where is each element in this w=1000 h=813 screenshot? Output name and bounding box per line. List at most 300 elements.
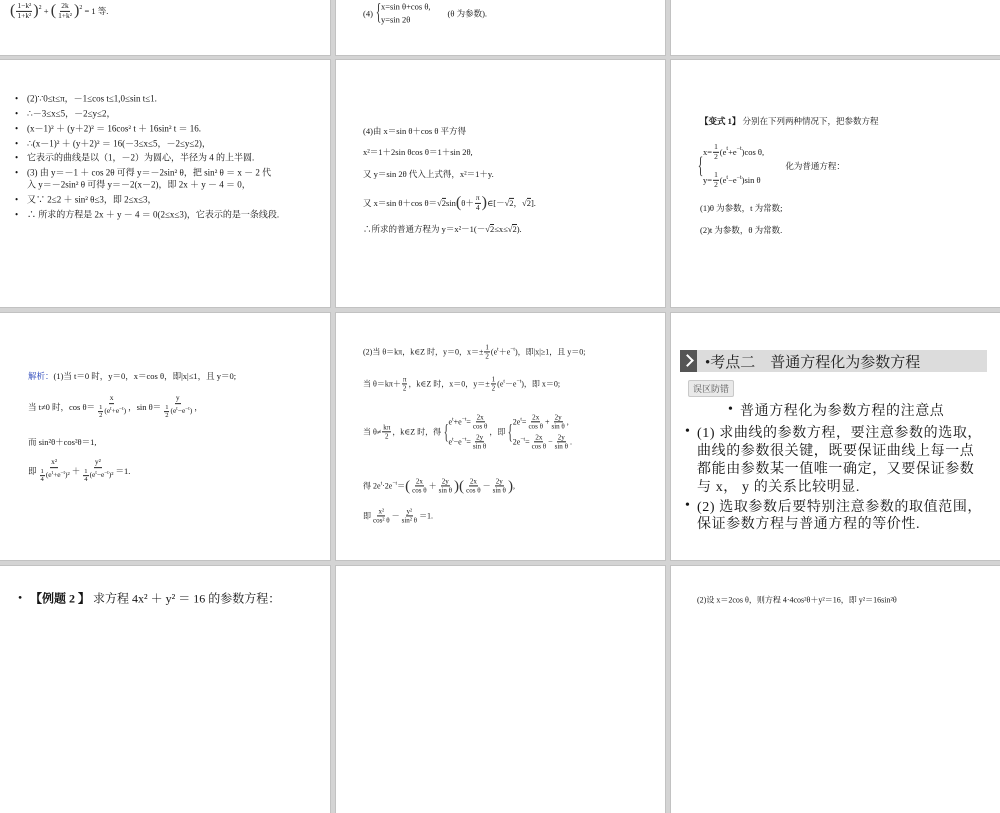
fraction [472, 434, 487, 451]
math-text: = [466, 417, 471, 427]
solution-bullet [27, 122, 201, 135]
math-text: { e [448, 417, 453, 427]
math-text: . [569, 437, 572, 447]
solution-line [363, 168, 494, 180]
superscript: −t [520, 436, 526, 443]
math-text: 化为普通方程： [764, 161, 845, 171]
superscript: 2 [79, 5, 83, 12]
superscript: t [503, 378, 505, 385]
fraction [713, 143, 719, 161]
slide-thumbnail[interactable] [0, 313, 330, 560]
math-text: cos θ [472, 422, 488, 431]
math-text: ) [189, 406, 193, 416]
analysis-label: 解析： [28, 371, 54, 381]
math-text: )² [65, 470, 70, 480]
slide-thumbnail[interactable] [336, 60, 665, 307]
math-text: • ∴ 所求的方程是 2x ＋ y － 4 ＝ 0(2≤x≤3)，它表示的是一条线段. [27, 209, 280, 220]
math-text: 即 [363, 511, 371, 521]
fraction [550, 413, 565, 430]
math-group [81, 468, 114, 484]
solution-line [363, 125, 466, 137]
fraction [465, 477, 482, 494]
math-text: )sin θ [741, 175, 761, 186]
superscript: −t [60, 470, 66, 477]
slide-thumbnail[interactable] [336, 313, 665, 560]
math-text: −e [96, 470, 105, 480]
section-header-bar [680, 350, 987, 372]
formula-line [10, 2, 108, 20]
fraction [484, 343, 490, 360]
fraction [401, 507, 418, 524]
math-text: (e [104, 406, 111, 416]
math-text: 当 θ＝kπ＋ [363, 379, 401, 389]
superscript: −t [104, 470, 109, 477]
math-text: (4)由 x＝sin θ＋cos θ 平方得 [363, 126, 467, 136]
math-text: • (x－1)² ＋ (y＋2)² ＝ 16cos² t ＋ 16sin² t ＝ 16. [27, 123, 202, 134]
superscript: −t [461, 436, 467, 443]
fraction [57, 2, 73, 20]
math-text: ]. [530, 198, 536, 208]
big-paren: ( [455, 193, 462, 211]
note-bullet-continued [697, 440, 974, 460]
math-text: ·2e [382, 481, 393, 491]
math-text: 求方程 4x² ＋ y² ＝ 16 的参数方程： [90, 591, 281, 606]
math-text: 1 [99, 403, 103, 411]
math-text: 1−k² [17, 0, 32, 10]
analysis-line [28, 458, 130, 484]
math-text: cos θ [412, 486, 427, 495]
math-text: 1+k² [58, 10, 72, 20]
math-group [96, 404, 127, 420]
math-text: • (2)∵0≤t≤π，－1≤cos t≤1,0≤sin t≤1. [27, 93, 157, 104]
math-group [703, 171, 764, 189]
math-text: 都能由参数某一值唯一确定，又要保证参数 [697, 462, 975, 477]
example-title-line [30, 590, 280, 607]
exercise-part [700, 224, 782, 236]
superscript: 2 [38, 5, 42, 12]
fraction [164, 404, 169, 420]
math-text: 2y [557, 433, 565, 442]
math-text: , [513, 481, 515, 491]
math-text: (2)t 为参数，θ 为常数. [700, 225, 783, 235]
math-text: kπ [383, 423, 391, 432]
math-text: • (1) 求曲线的参数方程，要注意参数的选取， [697, 426, 983, 441]
slide-thumbnail[interactable] [671, 566, 1000, 813]
math-text: ，即 [489, 427, 506, 437]
slide-thumbnail[interactable] [671, 313, 1000, 560]
math-text: (e [497, 379, 504, 389]
math-group [38, 468, 71, 484]
solution-line [697, 595, 897, 606]
big-paren: ) [481, 193, 487, 211]
square-root [485, 224, 494, 234]
math-text: sin² θ [401, 516, 418, 525]
math-text: cos θ [528, 422, 543, 431]
superscript: −t [736, 174, 742, 181]
math-text: － [482, 481, 491, 491]
math-text: 1 [84, 467, 88, 475]
math-text: ∈[－ [486, 198, 505, 208]
math-text: y=sin 2θ [380, 14, 411, 25]
math-group [703, 143, 764, 161]
fraction [475, 194, 481, 212]
math-text: • (3) 由 y＝－1 ＋ cos 2θ 可得 y＝－2sin² θ，把 sin² θ ＝ x － 2 代 [27, 167, 272, 178]
math-text: (1)当 t＝0 时，y＝0，x＝cos θ，即|x|≤1，且 y＝0; [53, 371, 237, 381]
math-text: (e [490, 347, 498, 357]
math-text: 2y [495, 477, 503, 486]
math-text: 分别在下列两种情况下，把参数方程 [740, 116, 879, 126]
solution-line [363, 343, 585, 360]
math-text: − [548, 437, 553, 447]
equation-system [505, 413, 572, 450]
math-text: { x= [703, 146, 713, 157]
math-text: 4 [84, 476, 88, 484]
math-text: 1 [714, 141, 718, 151]
exercise-part [700, 202, 782, 214]
math-text: ＋e [498, 347, 511, 357]
solution-line [363, 223, 522, 235]
math-text: 1 [714, 170, 718, 179]
solution-line [363, 146, 473, 158]
math-text: { x=sin θ+cos θ, [380, 1, 431, 12]
fraction [527, 413, 544, 430]
math-text: －e [504, 379, 517, 389]
superscript: t [726, 174, 729, 181]
math-text: 2x [535, 433, 543, 442]
math-text: 2y [441, 477, 449, 486]
solution-line [363, 413, 572, 450]
fraction [98, 404, 103, 420]
math-text: x²＝1＋2sin θcos θ＝1＋sin 2θ, [363, 147, 473, 157]
fraction [713, 171, 719, 189]
math-text: y [175, 393, 180, 403]
math-text: (e [89, 470, 96, 480]
chevron-right-icon [680, 350, 697, 372]
fraction [472, 413, 489, 430]
math-text: = [525, 437, 530, 447]
solution-line [363, 194, 536, 212]
math-text: cos θ [466, 486, 481, 495]
equation-system [695, 143, 764, 189]
math-text: 2x [415, 477, 423, 486]
math-text: = [521, 417, 527, 427]
math-text: sin θ [492, 486, 506, 495]
fraction [402, 375, 408, 392]
square-root [505, 198, 514, 208]
math-text: + [41, 6, 51, 16]
superscript: t [726, 146, 729, 153]
big-paren: ( [50, 1, 57, 19]
slide-thumbnail[interactable] [336, 0, 665, 55]
math-text: θ＋ [461, 198, 474, 208]
solution-line [363, 375, 560, 392]
math-text: ，sin θ＝ [128, 402, 162, 412]
math-text: = 1 等. [82, 6, 109, 16]
math-text: (1)θ 为参数，t 为常数; [700, 203, 783, 213]
math-text: • (2) 选取参数后要特别注意参数的取值范围， [697, 500, 983, 515]
math-text: (2)当 θ＝kπ，k∈Z 时，y＝0，x＝± [363, 347, 484, 357]
math-text: { 2e [512, 417, 521, 427]
math-text: 曲线的参数很关键，既要保证曲线上每一点 [697, 444, 975, 459]
math-text: ∴所求的普通方程为 y＝x²－1(－ [363, 224, 486, 234]
math-text: y² [406, 507, 413, 516]
math-text: 2 [402, 384, 407, 393]
note-bullet-continued [697, 513, 920, 533]
superscript: t [452, 416, 454, 423]
math-text: ＝ [397, 481, 406, 491]
math-text: (4) [363, 8, 373, 18]
problem-line [363, 2, 487, 25]
math-text: (θ 为参数). [430, 8, 488, 18]
superscript: −t [185, 406, 190, 413]
superscript: −t [461, 416, 467, 423]
square-root [522, 198, 531, 208]
notes-heading [740, 400, 944, 420]
math-text: )，即|x|≥1，且 y＝0; [514, 347, 586, 357]
fraction [40, 468, 45, 484]
superscript: −t [516, 378, 522, 385]
bold-label: 【变式 1】 [700, 116, 741, 126]
math-text: )² [108, 470, 114, 480]
math-text: π [475, 192, 480, 202]
big-paren: ( [10, 1, 16, 19]
math-text: 2 [485, 352, 489, 361]
math-text: √ 2 [441, 198, 446, 209]
math-text: 又 y＝sin 2θ 代入上式得，x²＝1＋y. [363, 169, 494, 179]
math-text: , [566, 417, 569, 427]
math-text: y² [94, 457, 101, 467]
slide-thumbnail[interactable] [671, 60, 1000, 307]
math-text: x [109, 393, 114, 403]
math-text: + [544, 417, 550, 427]
superscript: −t [119, 406, 124, 413]
solution-bullet [27, 92, 157, 105]
math-text: ). [516, 224, 522, 234]
fraction [96, 394, 127, 420]
fraction [38, 458, 71, 484]
math-text: −e [453, 437, 462, 447]
math-text: ) [123, 406, 127, 416]
solution-bullet [27, 151, 254, 164]
exercise-title-line [700, 115, 879, 127]
math-text: (e [45, 470, 52, 480]
superscript: t [452, 436, 454, 443]
math-text: 2x [476, 413, 484, 422]
fraction [411, 477, 428, 494]
math-text: 1+k² [17, 10, 32, 20]
note-bullet-continued [697, 458, 974, 478]
math-text: 4 [40, 476, 44, 484]
math-text: ， [513, 198, 523, 208]
superscript: t [95, 470, 97, 477]
math-text: ＝1. [115, 466, 131, 476]
math-text: ＋ [428, 481, 437, 491]
math-text: 1 [491, 375, 496, 384]
superscript: t [520, 416, 522, 423]
math-text: 2x [469, 477, 477, 486]
math-text: 2y [554, 413, 562, 422]
math-text: ＝1. [419, 511, 434, 521]
math-text: = [466, 437, 471, 447]
superscript: t [110, 406, 112, 413]
math-text: −e [728, 175, 737, 186]
fraction [81, 458, 114, 484]
math-text: x² [51, 457, 58, 467]
big-paren: ( [405, 477, 411, 495]
math-text: 2k [61, 0, 69, 10]
math-text: ≤x≤ [494, 224, 508, 234]
solution-bullet [27, 208, 279, 221]
math-group [513, 434, 572, 451]
equation-rows [449, 413, 490, 450]
analysis-line [28, 370, 236, 382]
square-root [437, 198, 446, 208]
math-text: e [448, 437, 453, 447]
superscript: −t [392, 480, 398, 487]
math-text: － [391, 511, 400, 521]
fraction [372, 507, 391, 524]
equation-rows [381, 2, 431, 25]
equation-system [373, 2, 431, 25]
math-text: • ∴－3≤x≤5，－2≤y≤2， [27, 108, 116, 119]
superscript: −t [736, 146, 742, 153]
notes-heading-text: • 普通方程化为参数方程的注意点 [740, 404, 945, 419]
superscript: −t [510, 346, 515, 353]
equation-system [441, 413, 489, 450]
superscript: t [497, 346, 499, 353]
math-text: • 又∵ 2≤2 ＋ sin² θ≤3，即 2≤x≤3， [27, 194, 157, 205]
math-text: )，即 x＝0; [521, 379, 561, 389]
math-group [449, 434, 490, 451]
math-text: cos θ [531, 442, 547, 451]
math-text: 当 t≠0 时，cos θ＝ [28, 402, 96, 412]
math-text: (e [719, 146, 727, 157]
math-text: √ 2 [489, 224, 495, 235]
slide-thumbnail[interactable] [671, 0, 1000, 55]
math-text: √ 2 [512, 224, 517, 235]
fraction [438, 477, 453, 494]
math-group [381, 15, 431, 25]
math-text: ， [194, 402, 203, 412]
math-text: ，k∈Z 时，得 [392, 427, 442, 437]
big-paren: ) [507, 477, 513, 495]
math-text: 2 [714, 179, 718, 189]
math-text: +e [453, 417, 462, 427]
superscript: t [51, 470, 54, 477]
solution-bullet [27, 193, 157, 206]
fraction [382, 423, 391, 440]
square-root [508, 224, 517, 234]
math-group [513, 413, 572, 430]
big-paren: ) [33, 1, 39, 19]
note-bullet-continued [697, 476, 860, 496]
math-text: 2x [532, 413, 540, 422]
parametric-equation [695, 143, 845, 189]
math-text: 1 [165, 403, 169, 411]
analysis-line [28, 394, 203, 420]
math-text: 2 [99, 412, 103, 420]
fraction [83, 468, 88, 484]
pitfall-tag: 误区防错 [688, 380, 734, 397]
math-text: −e [177, 406, 186, 416]
math-text: cos² θ [373, 516, 390, 525]
math-text: • ∴(x－1)² ＋ (y＋2)² ＝ 16(－3≤x≤5，－2≤y≤2)， [27, 138, 211, 149]
math-text: +e [728, 146, 737, 157]
big-paren: ) [453, 477, 460, 495]
math-text: 2e [512, 437, 521, 447]
math-text: √ 2 [526, 198, 531, 209]
slide-thumbnail[interactable] [336, 566, 665, 813]
analysis-line [28, 436, 97, 448]
math-text: +e [53, 470, 61, 480]
bold-label: • 【例题 2 】 [30, 591, 91, 606]
math-text: sin θ [554, 442, 568, 451]
math-text: sin θ [438, 486, 452, 495]
math-text: 1 [485, 343, 489, 352]
math-text: 2 [165, 412, 169, 420]
fraction [162, 394, 193, 420]
slide-thumbnail[interactable] [0, 0, 330, 55]
superscript: t [176, 406, 178, 413]
math-text: ＋ [71, 466, 81, 476]
math-text: 1 [40, 467, 44, 475]
superscript: t [380, 480, 383, 487]
math-text: )cos θ, [741, 146, 765, 157]
fraction [554, 434, 569, 451]
solution-bullet [27, 137, 211, 150]
math-text: sin θ [472, 442, 487, 451]
equation-rows [703, 143, 764, 189]
math-text: 即 [28, 466, 37, 476]
math-group [162, 404, 193, 420]
math-text: (e [170, 406, 177, 416]
equation-rows [513, 413, 572, 450]
note-bullet [697, 422, 982, 442]
math-text: 4 [475, 202, 480, 212]
fraction [16, 2, 32, 20]
fraction [491, 375, 497, 392]
fraction [492, 477, 507, 494]
math-group [381, 2, 431, 12]
section-title: •考点二 普通方程化为参数方程 [705, 354, 921, 371]
solution-line [363, 507, 433, 524]
solution-bullet [27, 107, 115, 120]
big-paren: ( [459, 477, 465, 495]
math-text: 入 y＝－2sin² θ 可得 y＝－2(x－2)，即 2x ＋ y － 4 ＝ 0， [27, 179, 251, 190]
math-group [449, 413, 490, 430]
math-text: (2)设 x＝2cos θ，则方程 4·4cos²θ＋y²＝16，即 y²＝16sin²θ [697, 595, 897, 605]
slide-thumbnail[interactable] [0, 566, 330, 813]
math-text: +e [111, 406, 120, 416]
math-text: 而 sin²θ＋cos²θ＝1, [28, 437, 97, 447]
math-text: 得 2e [363, 481, 381, 491]
solution-line [363, 477, 515, 494]
math-text: 2 [491, 384, 496, 393]
math-text: 与 x， y 的关系比较明显. [697, 480, 860, 495]
math-text: 2 [385, 432, 389, 441]
math-text: 当 θ≠ [363, 427, 382, 437]
fraction [531, 434, 548, 451]
slide-thumbnail[interactable] [0, 60, 330, 307]
math-text: 2y [476, 433, 484, 442]
math-text: sin θ [551, 422, 565, 431]
math-text: ，k∈Z 时，x＝0，y＝± [408, 379, 490, 389]
math-text: 保证参数方程与普通方程的等价性. [697, 517, 921, 532]
solution-bullet-continued [27, 178, 251, 191]
math-text: x² [378, 507, 385, 516]
math-text: √ 2 [509, 198, 514, 209]
math-text: (e [719, 175, 727, 186]
